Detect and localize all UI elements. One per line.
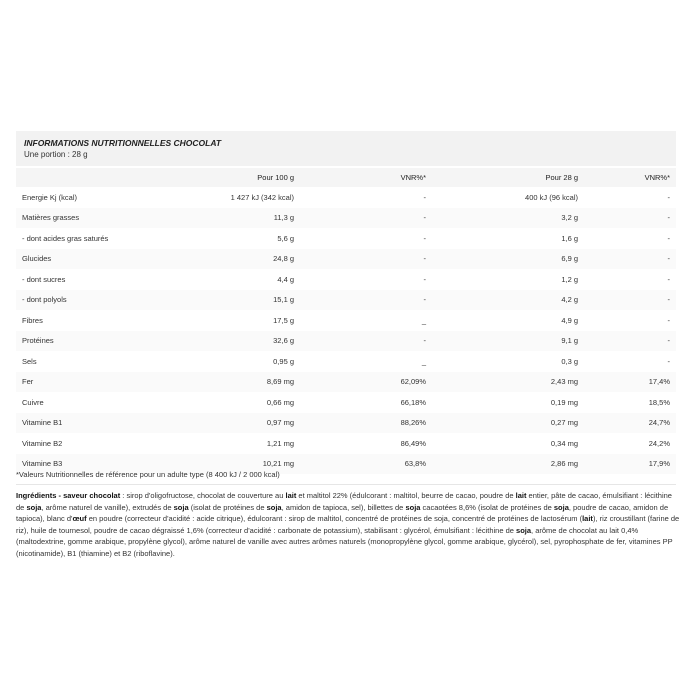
portion-size: Une portion : 28 g (24, 150, 88, 159)
table-cell: 0,3 g (561, 356, 578, 366)
table-cell: 11,3 g (158, 208, 300, 229)
ingredient-text: , arôme de chocolat au lait 0,4% (maltodextrine, gomme arabique, propylène glycol), arôme naturel de vanille avec autres arômes naturels (monopropylène glycol, gomme arabique, glycérol), sel, pyrophosphate de fer, vitamines PP (nicotinamide), B1 (thiamine) et B2 (riboflavine). (16, 525, 673, 558)
table-cell: - (300, 208, 432, 229)
table-row (16, 310, 676, 331)
table-row (16, 228, 676, 249)
table-cell: - (300, 249, 432, 270)
ingredient-text: ), riz croustillant (farine de riz), huile de tournesol, poudre de cacao dégraissé 1,6% (correcteur d'acidité : carbonate de potassium), stabilisant : glycérol, émulsifiant : lécithine de (16, 514, 680, 535)
table-cell: 17,5 g (273, 315, 294, 325)
table-cell: 2,86 mg (432, 454, 584, 475)
table-body (16, 187, 676, 474)
table-cell: - (300, 331, 432, 352)
table-cell: 5,6 g (277, 233, 294, 243)
table-row (16, 433, 676, 454)
table-cell: Glucides (16, 249, 158, 270)
table-cell: 1,21 mg (266, 438, 294, 448)
table-cell: 0,95 g (273, 356, 294, 366)
table-cell: Vitamine B1 (16, 413, 158, 434)
column-header: VNR%* (584, 168, 676, 187)
table-row (16, 187, 676, 208)
column-header (16, 168, 158, 187)
table-cell: _ (421, 315, 426, 325)
allergen-text: soja (516, 525, 532, 535)
table-cell: 8,69 mg (158, 372, 300, 393)
table-row (16, 269, 676, 290)
table-cell: 0,27 mg (432, 413, 584, 434)
table-cell: - (584, 290, 676, 311)
ingredient-text: entier, pâte de cacao, émulsifiant : lécithine de (16, 491, 672, 512)
table-cell: - (667, 315, 670, 325)
table-cell: - (423, 192, 426, 202)
table-cell: - (584, 208, 676, 229)
allergen-text: soja (266, 502, 282, 512)
table-cell: - (584, 249, 676, 270)
table-cell: 6,9 g (432, 249, 584, 270)
allergen-text: soja (405, 502, 421, 512)
ingredient-text: cacaotées 8,6% (isolat de protéines de (420, 502, 554, 512)
table-cell: 24,2% (648, 438, 670, 448)
ingredients-text (16, 490, 681, 559)
footnote: *Valeurs Nutritionnelles de référence pour un adulte type (8 400 kJ / 2 000 kcal) (16, 470, 280, 479)
table-cell: - (667, 233, 670, 243)
table-cell: 0,19 mg (550, 397, 578, 407)
table-cell: 17,4% (584, 372, 676, 393)
table-cell: 17,9% (584, 454, 676, 475)
table-cell: 0,66 mg (266, 397, 294, 407)
table-cell: _ (421, 356, 426, 366)
table-cell: 4,2 g (432, 290, 584, 311)
table-cell: 4,4 g (277, 274, 294, 284)
column-header: Pour 28 g (432, 168, 584, 187)
table-row (16, 249, 676, 270)
table-cell: Sels (22, 356, 37, 366)
table-cell: - (667, 192, 670, 202)
table-row (16, 208, 676, 229)
nutrition-header (16, 131, 676, 166)
table-cell: - (423, 274, 426, 284)
table-cell: 1,6 g (561, 233, 578, 243)
table-row (16, 413, 676, 434)
table-cell: - (667, 356, 670, 366)
column-header: VNR%* (300, 168, 432, 187)
table-cell: - (300, 290, 432, 311)
table-cell: 400 kJ (96 kcal) (525, 192, 578, 202)
table-cell: 4,9 g (561, 315, 578, 325)
table-cell: Protéines (16, 331, 158, 352)
ingredient-text: , amidon de tapioca, sel), billettes de (281, 502, 406, 512)
table-cell: 63,8% (300, 454, 432, 475)
table-cell: 0,97 mg (158, 413, 300, 434)
table-row (16, 372, 676, 393)
ingredients-list (16, 491, 679, 558)
table-cell: 88,26% (300, 413, 432, 434)
table-cell: Fibres (22, 315, 43, 325)
table-row (16, 331, 676, 352)
table-cell: 1 427 kJ (342 kcal) (230, 192, 294, 202)
allergen-text: soja (553, 502, 569, 512)
table-cell: 18,5% (648, 397, 670, 407)
divider (16, 484, 676, 485)
ingredient-text: en poudre (correcteur d'acidité : acide citrique), édulcorant : sirop de maltitol, concentré de protéines de soja, concentré de protéines de lactosérum ( (86, 514, 583, 523)
table-cell: 32,6 g (158, 331, 300, 352)
table-cell: - (667, 274, 670, 284)
ingredients-label: Ingrédients - saveur chocolat (16, 491, 121, 500)
table-row (16, 392, 676, 413)
table-row (16, 290, 676, 311)
table-cell: - (584, 331, 676, 352)
allergen-text: lait (515, 491, 527, 500)
table-cell: 24,7% (584, 413, 676, 434)
table-header-row (16, 168, 676, 187)
allergen-text: lait (582, 514, 593, 523)
table-cell: 24,8 g (158, 249, 300, 270)
nutrition-table (16, 168, 676, 474)
table-cell: 10,21 mg (158, 454, 300, 475)
nutrition-title: INFORMATIONS NUTRITIONNELLES CHOCOLAT (24, 138, 222, 148)
table-cell: 66,18% (400, 397, 426, 407)
table-cell: Vitamine B2 (22, 438, 63, 448)
table-cell: 2,43 mg (432, 372, 584, 393)
ingredient-text: , poudre de cacao, amidon de tapioca), blanc d' (16, 502, 669, 523)
table-cell: Fer (16, 372, 158, 393)
table-cell: 9,1 g (432, 331, 584, 352)
table-cell: - dont polyols (16, 290, 158, 311)
allergen-text: œuf (72, 514, 87, 523)
table-cell: - (423, 233, 426, 243)
allergen-text: soja (26, 502, 42, 512)
table-cell: Vitamine B3 (16, 454, 158, 475)
ingredient-text: et maltitol 22% (édulcorant : maltitol, beurre de cacao, poudre de (296, 491, 516, 500)
table-cell: - dont acides gras saturés (22, 233, 109, 243)
table-cell: Energie Kj (kcal) (22, 192, 78, 202)
allergen-text: lait (285, 491, 297, 500)
table-row (16, 351, 676, 372)
allergen-text: soja (173, 502, 189, 512)
column-header: Pour 100 g (158, 168, 300, 187)
table-cell: Cuivre (22, 397, 44, 407)
table-cell: 62,09% (300, 372, 432, 393)
ingredient-text: : sirop d'oligofructose, chocolat de couverture au (120, 491, 286, 500)
table-cell: 86,49% (400, 438, 426, 448)
ingredient-text: (isolat de protéines de (188, 502, 267, 512)
table-cell: - dont sucres (22, 274, 66, 284)
table-cell: Matières grasses (16, 208, 158, 229)
table-cell: 15,1 g (158, 290, 300, 311)
table-cell: 1,2 g (561, 274, 578, 284)
table-cell: 0,34 mg (550, 438, 578, 448)
table-cell: 3,2 g (432, 208, 584, 229)
ingredient-text: , arôme naturel de vanille), extrudés de (41, 502, 174, 512)
